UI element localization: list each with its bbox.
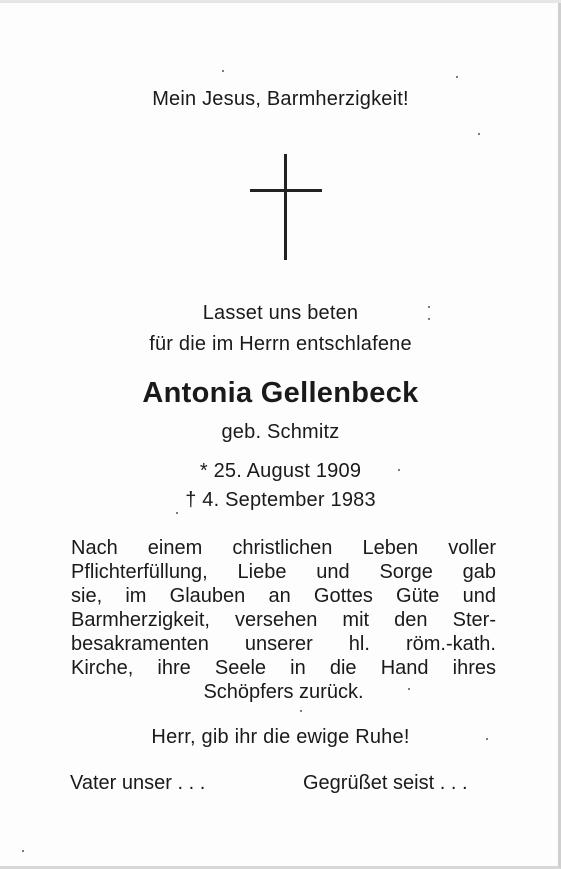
paragraph-line: Schöpfers zurück.	[203, 681, 364, 703]
birth-date: * 25. August 1909	[199, 460, 362, 482]
prayer-line-2: für die im Herrn entschlafene	[149, 333, 412, 355]
footer-our-father: Vater unser . . .	[70, 772, 206, 794]
death-date: † 4. September 1983	[185, 489, 376, 511]
paragraph-line: Nach einem christlichen Leben voller	[71, 537, 496, 559]
print-speck	[398, 469, 400, 471]
print-speck	[486, 738, 488, 740]
print-speck	[428, 318, 430, 320]
obituary-paragraph	[71, 536, 496, 704]
closing-prayer: Herr, gib ihr die ewige Ruhe!	[151, 726, 410, 748]
prayer-line-1: Lasset uns beten	[202, 302, 359, 324]
print-speck	[176, 512, 178, 514]
print-speck	[222, 70, 224, 72]
card-top-edge	[0, 0, 561, 3]
print-speck	[408, 688, 410, 690]
paragraph-line: Kirche, ihre Seele in die Hand ihres	[71, 657, 496, 679]
print-speck	[300, 710, 302, 712]
paragraph-line: sie, im Glauben an Gottes Güte und	[71, 585, 496, 607]
cross-icon	[250, 154, 322, 260]
maiden-name: geb. Schmitz	[221, 421, 340, 443]
print-speck	[478, 133, 480, 135]
print-speck	[456, 76, 458, 78]
deceased-name: Antonia Gellenbeck	[142, 377, 419, 409]
paragraph-line: besakramenten unserer hl. röm.-kath.	[71, 633, 496, 655]
print-speck	[22, 850, 24, 852]
paragraph-line: Barmherzigkeit, versehen mit den Ster-	[71, 609, 496, 631]
footer-hail-mary: Gegrüßet seist . . .	[303, 772, 468, 794]
print-speck	[428, 306, 430, 308]
invocation-text: Mein Jesus, Barmherzigkeit!	[152, 88, 409, 110]
paragraph-line: Pflichterfüllung, Liebe und Sorge gab	[71, 561, 496, 583]
